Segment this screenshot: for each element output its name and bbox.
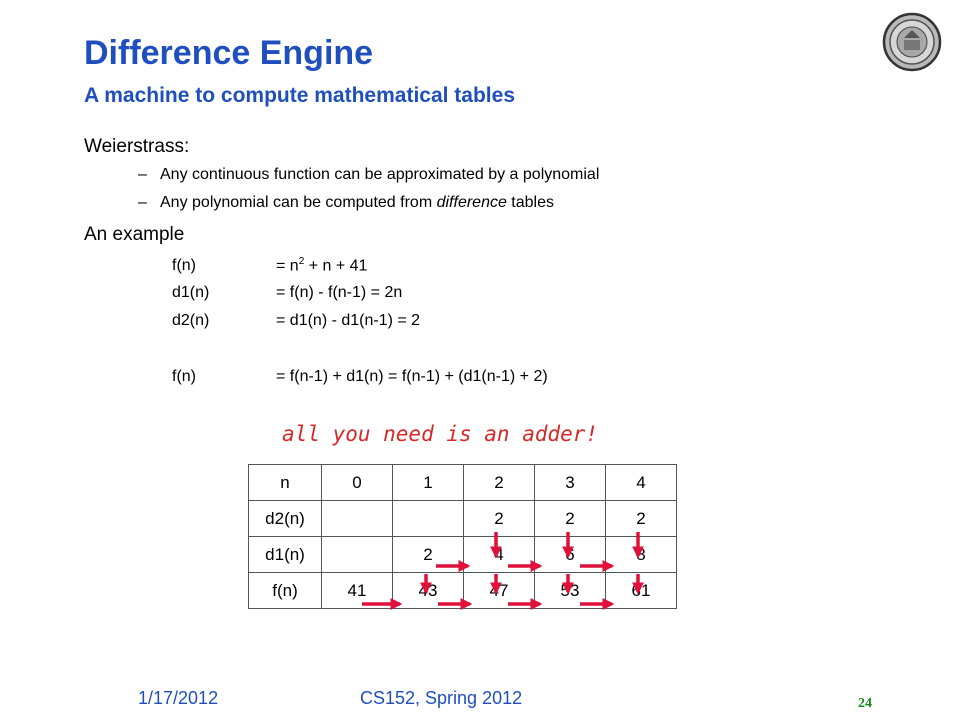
equation-rhs-end: + n + 41	[304, 257, 368, 275]
bullet-weierstrass: Weierstrass:	[84, 136, 190, 157]
table-cell: 4	[606, 465, 677, 501]
table-cell: 4	[464, 537, 535, 573]
emphasis-difference: difference	[436, 194, 507, 211]
equation-fn	[172, 256, 367, 275]
table-cell	[393, 501, 464, 537]
equation-recurrence	[172, 368, 548, 386]
row-header: f(n)	[249, 573, 322, 609]
table-cell: 2	[535, 501, 606, 537]
row-header: d2(n)	[249, 501, 322, 537]
equation-rhs: = f(n-1) + d1(n) = f(n-1) + (d1(n-1) + 2)	[276, 368, 548, 385]
table-cell: 43	[393, 573, 464, 609]
equation-rhs: = f(n) - f(n-1) = 2n	[276, 284, 403, 301]
difference-table	[248, 464, 677, 609]
table-cell: 3	[535, 465, 606, 501]
equation-lhs: f(n)	[172, 368, 196, 385]
row-header: n	[249, 465, 322, 501]
table-row-d2	[249, 501, 677, 537]
table-cell	[322, 501, 393, 537]
table-row-fn	[249, 573, 677, 609]
table-cell: 2	[464, 501, 535, 537]
adder-callout: all you need is an adder!	[282, 422, 599, 446]
equation-rhs: = n	[276, 257, 299, 275]
footer-course: CS152, Spring 2012	[360, 688, 523, 708]
dash-marker: –	[138, 166, 147, 183]
bullet-example: An example	[84, 224, 185, 245]
table-cell	[322, 537, 393, 573]
table-cell: 2	[464, 465, 535, 501]
table-cell: 61	[606, 573, 677, 609]
sub-bullet-text-end: tables	[506, 194, 554, 211]
table-cell: 8	[606, 537, 677, 573]
table-cell: 0	[322, 465, 393, 501]
university-seal-logo	[882, 12, 942, 72]
sub-bullet-continuous	[138, 166, 599, 184]
page-subtitle: A machine to compute mathematical tables	[84, 84, 516, 107]
equation-lhs: d1(n)	[172, 284, 210, 301]
table-cell: 6	[535, 537, 606, 573]
equation-d2	[172, 312, 420, 330]
equation-rhs: = d1(n) - d1(n-1) = 2	[276, 312, 421, 329]
equation-d1	[172, 284, 402, 302]
table-row-n	[249, 465, 677, 501]
footer-date: 1/17/2012	[138, 688, 219, 708]
table-row-d1	[249, 537, 677, 573]
table-cell: 1	[393, 465, 464, 501]
table-cell: 53	[535, 573, 606, 609]
equation-lhs: d2(n)	[172, 312, 210, 329]
dash-marker: –	[138, 194, 147, 211]
table-cell: 2	[393, 537, 464, 573]
sub-bullet-text: Any continuous function can be approximated by a polynomial	[160, 166, 600, 183]
page-number: 24	[858, 696, 872, 711]
sub-bullet-text: Any polynomial can be computed from	[160, 194, 437, 211]
exponent: 2	[298, 256, 305, 267]
table-cell: 41	[322, 573, 393, 609]
table-cell: 2	[606, 501, 677, 537]
row-header: d1(n)	[249, 537, 322, 573]
equation-lhs: f(n)	[172, 257, 196, 275]
page-title: Difference Engine	[84, 34, 374, 72]
sub-bullet-polynomial	[138, 194, 554, 212]
table-cell: 47	[464, 573, 535, 609]
